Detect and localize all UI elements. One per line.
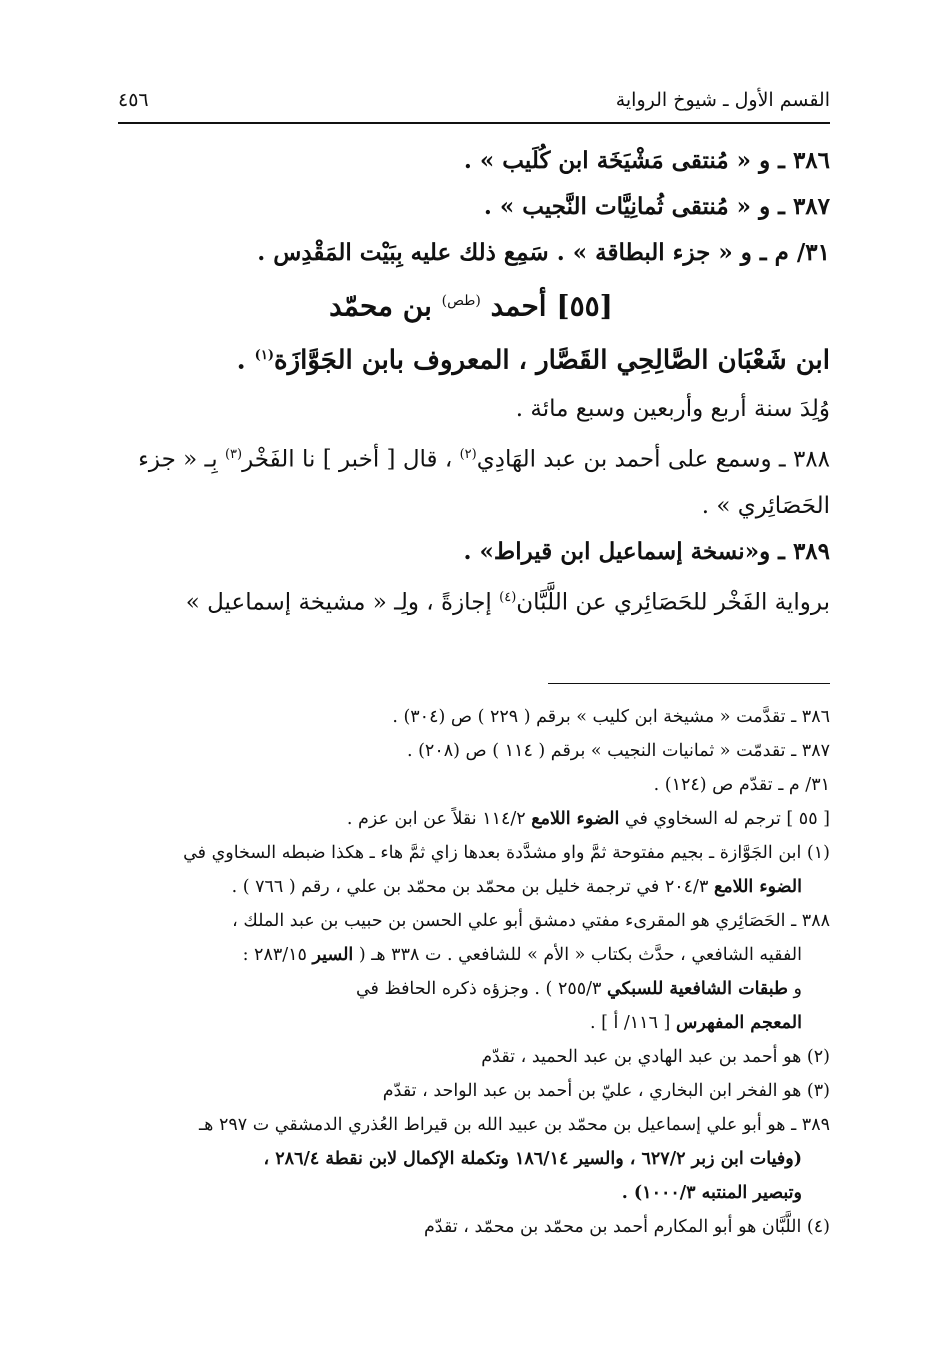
note-388-g: ٢٥٥/٣ ) . وجزؤه ذكره الحافظ في — [355, 979, 602, 999]
header-rule — [118, 122, 830, 124]
note-388-e: و — [793, 979, 802, 999]
note-388-source-mujam: المعجم المفهرس — [675, 1013, 802, 1033]
entry-388-text-a: ٣٨٨ ـ وسمع على أحمد بن عبد الهَادِي — [476, 446, 830, 473]
note-389: ٣٨٩ ـ هو أبو علي إسماعيل بن محمّد بن عبيد الله بن قيراط العُذري الدمشقي ت ٢٩٧ هـ — [199, 1115, 830, 1135]
entry-389: ٣٨٩ ـ و«نسخة إسماعيل ابن قيراط» . — [463, 537, 830, 565]
footnote-3: (٣) هو الفخر ابن البخاري ، عليّ بن أحمد بن عبد الواحد ، تقدّم — [382, 1081, 830, 1101]
footnote-1 — [112, 836, 830, 870]
note-388-source-siyar: السير — [312, 945, 354, 965]
footnote-1-cont — [112, 870, 830, 904]
note-388-d: ٢٨٣/١٥ : — [242, 945, 307, 965]
riwaya-line — [112, 575, 830, 626]
note-387: ٣٨٧ ـ تقدمّت « ثمانيات النجيب » برقم ( ١١٤ ) ص (٢٠٨) . — [406, 741, 830, 761]
entry-388-text-b: ، قال [ أخبر ] نا الفَخْر — [242, 446, 453, 473]
biography-heading — [112, 276, 830, 331]
footnote-1-source: الضوء اللامع — [713, 877, 802, 897]
note-388-line3 — [112, 972, 830, 1006]
entry-388-text-c: بِـ « جزء الحَصَائِري » . — [138, 446, 830, 519]
entry-388 — [112, 432, 830, 529]
entry-387: ٣٨٧ ـ و « مُنتقى ثُمانِيَّات النَّجيب » . — [483, 193, 830, 220]
note-55-a: [ ٥٥ ] ترجم له السخاوي في — [624, 809, 830, 829]
bio-subtitle-text: ابن شَعْبَان الصَّالِحِي القَصَّار ، المعروف بابن الجَوَّازَة — [273, 345, 830, 376]
footnote-4: (٤) اللَّبَّان هو أبو المكارم أحمد بن محمّد بن محمّد ، تقدّم — [423, 1217, 830, 1237]
note-55-source: الضوء اللامع — [531, 809, 620, 829]
riwaya-text-b: إجازةً ، ولِـ « مشيخة إسماعيل » — [185, 589, 492, 616]
note-386: ٣٨٦ ـ تقدَّمت « مشيخة ابن كليب » برقم ( ٢٢٩ ) ص (٣٠٤) . — [392, 707, 830, 727]
note-388-line4 — [112, 1006, 830, 1040]
birth-line: وُلِدَ سنة أربع وأربعين وسبع مائة . — [515, 395, 830, 422]
bio-title-part-a: [٥٥] أحمد — [490, 289, 613, 323]
note-388: ٣٨٨ ـ الحَصَائِري هو المقرىء مفتي دمشق أبو علي الحسن بن حبيب بن عبد الملك ، — [232, 911, 830, 931]
footnote-ref-2: (٢) — [459, 446, 477, 462]
page-number: ٤٥٦ — [118, 89, 149, 111]
footnote-1-c: ٢٠٤/٣ في ترجمة خليل بن محمّد بن محمّد بن علي ، رقم ( ٧٦٦ ) . — [231, 877, 709, 897]
bio-title-part-b: بن محمّد — [329, 289, 432, 323]
note-55-c: ١١٤/٢ نقلاً عن ابن عزم . — [346, 809, 526, 829]
note-389-line3: وتبصير المنتبه ١٠٠٠/٣) . — [621, 1183, 802, 1203]
entry-386: ٣٨٦ ـ و « مُنتقى مَشْيَخَة ابن كُلَيب » . — [463, 147, 830, 174]
main-text — [112, 138, 830, 625]
note-388-source-tabaqat: طبقات الشافعية للسبكي — [607, 979, 788, 999]
footnote-ref-3: (٣) — [224, 446, 243, 462]
entry-31m: ٣١/ م ـ و « جزء البطاقة » . سَمِع ذلك عليه بِبَيْت المَقْدِس . — [257, 239, 830, 266]
note-31m: ٣١/ م ـ تقدّم ص (١٢٤) . — [653, 775, 830, 795]
footnote-1-a: (١) ابن الجَوَّازة ـ بجيم مفتوحة ثمَّ واو مشدَّدة بعدها زاي ثمَّ هاء ـ هكذا ضبطه السخاوي في — [183, 843, 830, 863]
footnote-separator — [548, 683, 830, 684]
running-title: القسم الأول ـ شيوخ الرواية — [615, 89, 830, 111]
footnotes — [112, 700, 830, 1244]
page-header — [118, 82, 830, 118]
note-388-line2 — [112, 938, 830, 972]
note-388-b: الفقيه الشافعي ، حدَّث بكتاب « الأم » للشافعي . ت ٣٣٨ هـ ( — [358, 945, 802, 965]
footnote-2: (٢) هو أحمد بن عبد الهادي بن عبد الحميد ، تقدّم — [481, 1047, 830, 1067]
note-389-line2: (وفيات ابن زبر ٦٢٧/٢ ، والسير ١٨٦/١٤ وتكملة الإكمال لابن نقطة ٢٨٦/٤ ، — [263, 1149, 802, 1169]
bio-title-symbol: (طص) — [441, 293, 481, 309]
footnote-ref-1: (١) — [254, 348, 274, 364]
biography-subtitle — [112, 331, 830, 386]
note-55 — [112, 802, 830, 836]
bio-subtitle-end: . — [236, 345, 255, 376]
note-388-i: [ ١١٦/ أ ] . — [589, 1013, 671, 1033]
footnote-ref-4: (٤) — [499, 589, 517, 605]
riwaya-text-a: برواية الفَخْر للحَصَائِري عن اللَّبَّان — [516, 589, 830, 616]
